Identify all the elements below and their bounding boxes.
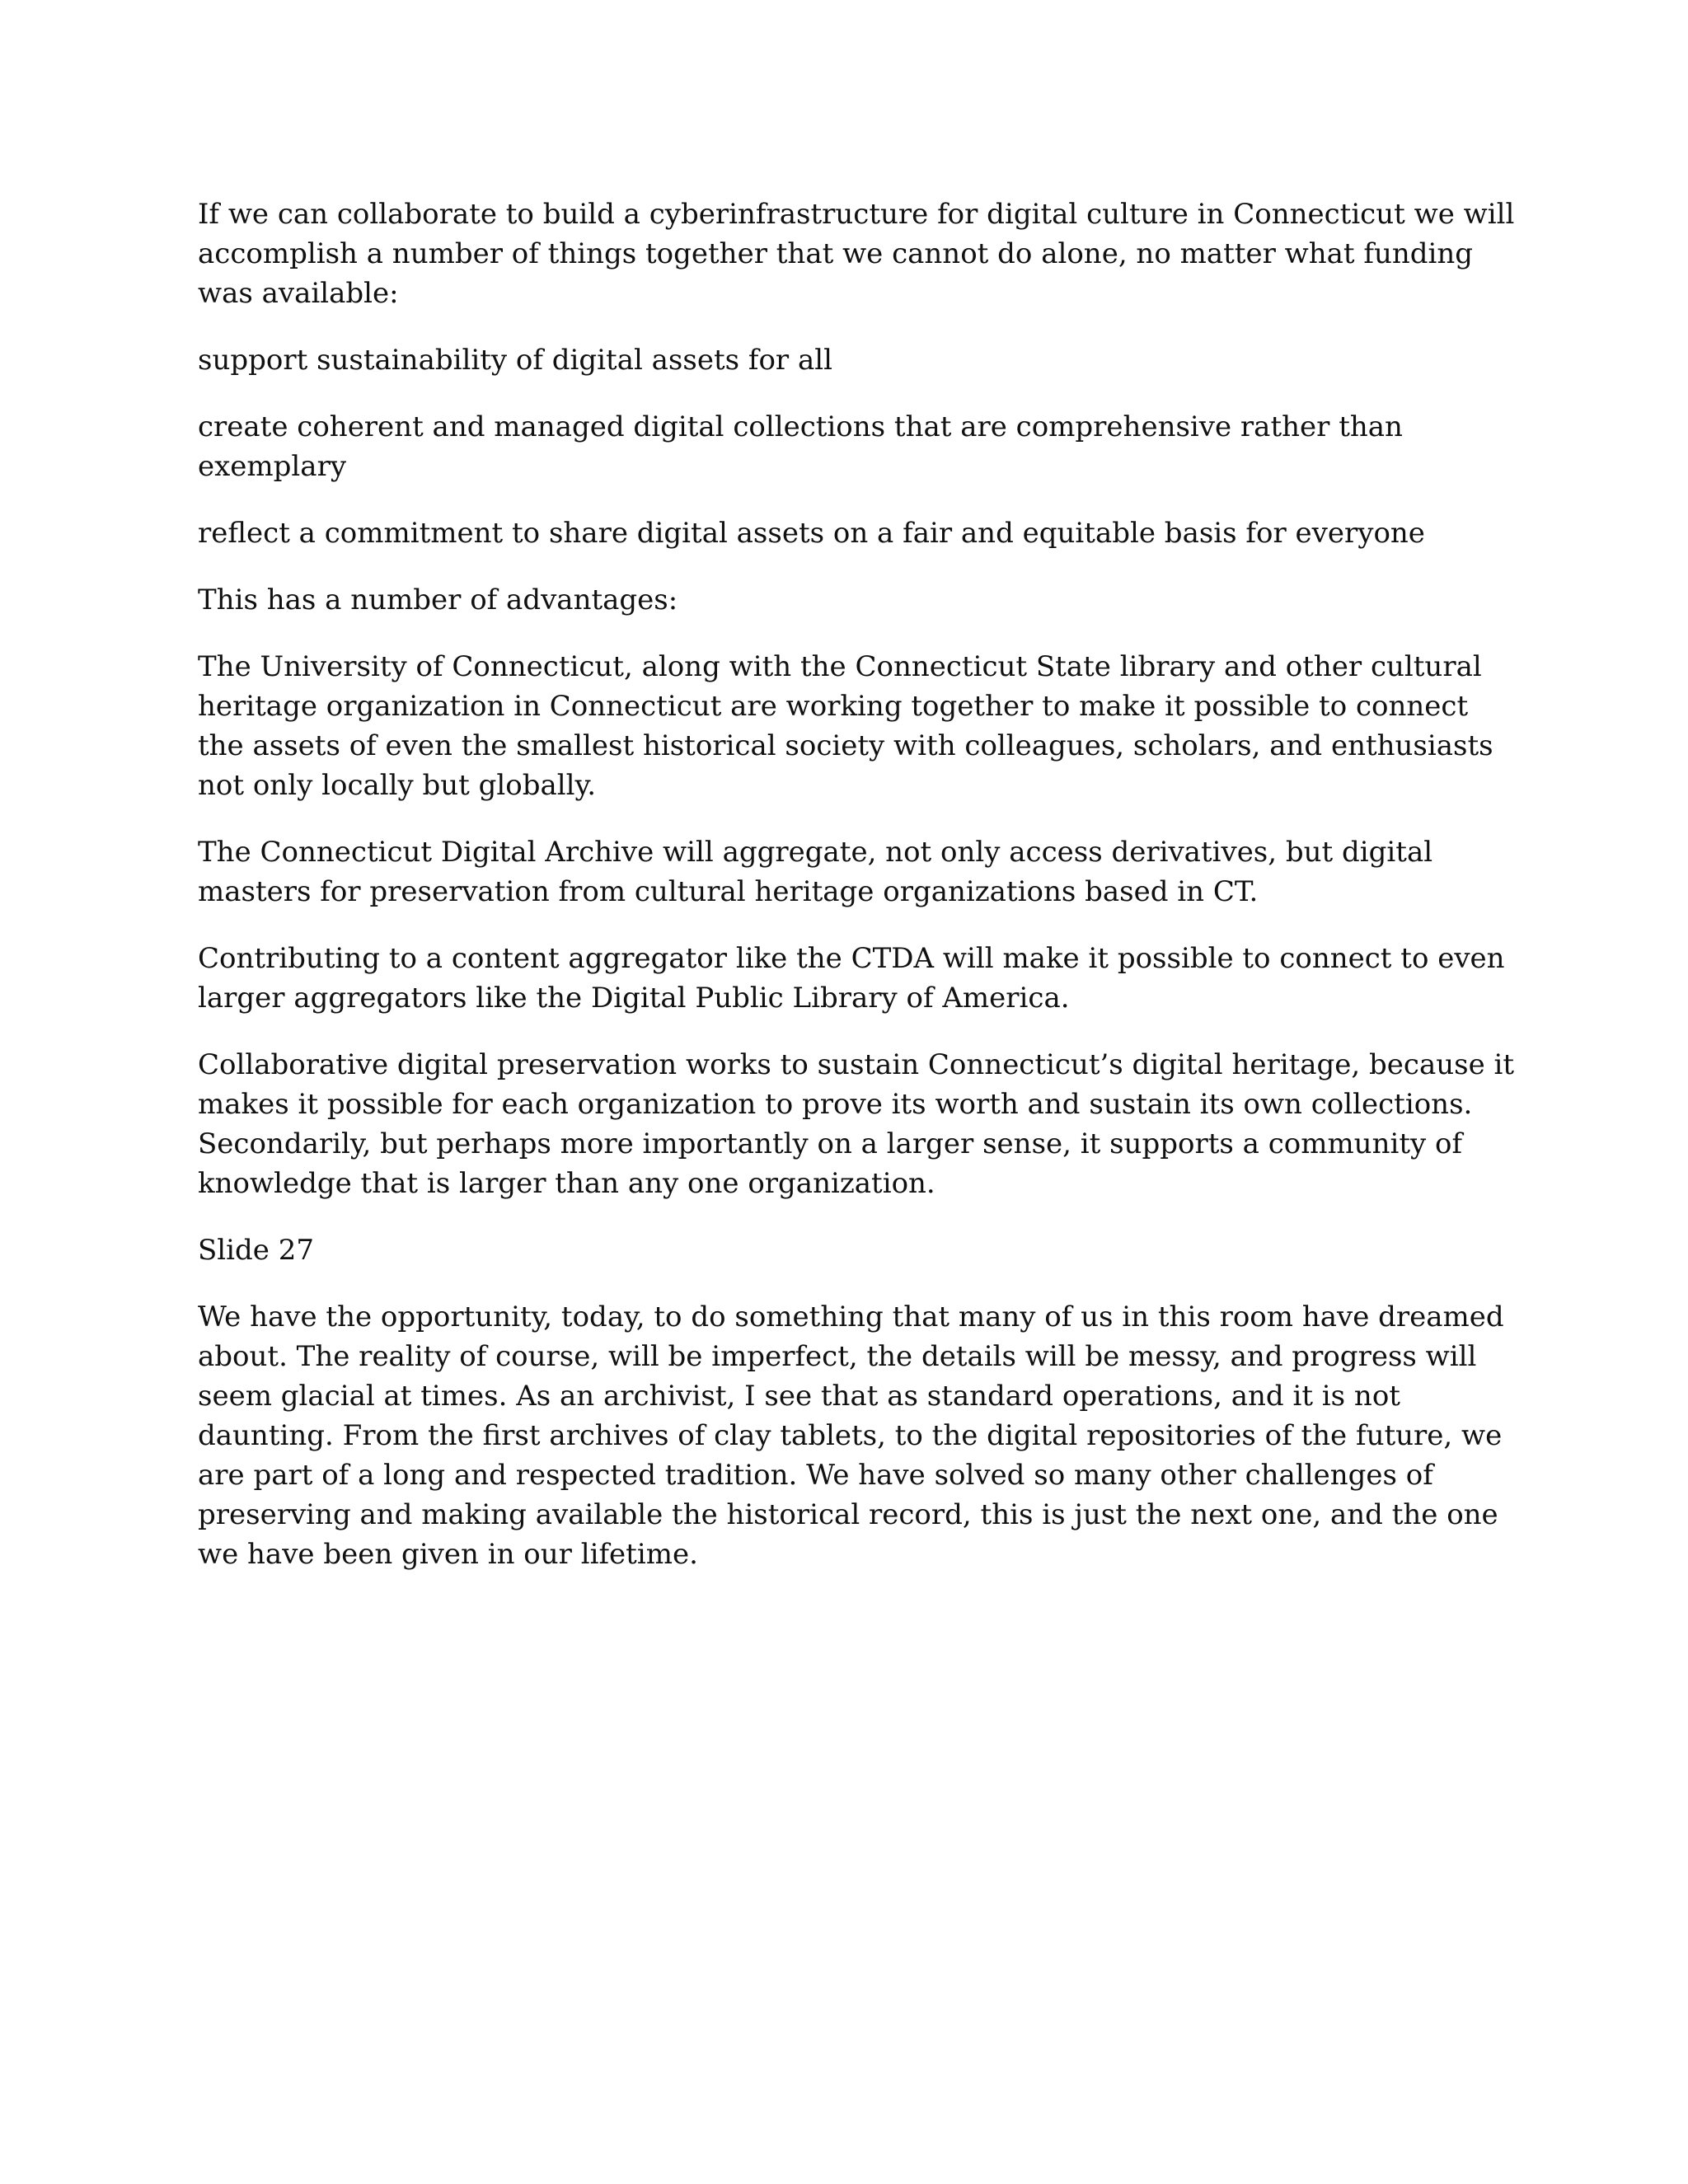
paragraph-goal-sharing: reflect a commitment to share digital assets on a fair and equitable basis for everyone [198, 517, 1425, 550]
paragraph-uconn: The University of Connecticut, along with the Connecticut State library and other cultural heritage organization in Connecticut are working together to make it possible to connect the assets of even the smallest historical society with colleagues, scholars, and enthusiasts not only locally but globally. [198, 650, 1493, 802]
paragraph-collaborative-preservation: Collaborative digital preservation works to sustain Connecticut’s digital heritage, because it makes it possible for each organization to prove its worth and sustain its own collections. Secondarily, but perhaps more importantly on a larger sense, it supports a community of knowledge that is larger than any one organization. [198, 1048, 1515, 1200]
paragraph-goal-sustainability: support sustainability of digital assets for all [198, 344, 832, 377]
paragraph-opportunity: We have the opportunity, today, to do something that many of us in this room have dreamed about. The reality of course, will be imperfect, the details will be messy, and progress will seem glacial at times. As an archivist, I see that as standard operations, and it is not daunting. From the first archives of clay tablets, to the digital repositories of the future, we are part of a long and respected tradition. We have solved so many other challenges of preserving and making available the historical record, this is just the next one, and the one we have been given in our lifetime. [198, 1301, 1504, 1571]
paragraph-dpla: Contributing to a content aggregator like the CTDA will make it possible to connect to even larger aggregators like the Digital Public Library of America. [198, 942, 1505, 1015]
document-body [198, 194, 1517, 1601]
slide-marker: Slide 27 [198, 1234, 314, 1267]
paragraph-advantages-heading: This has a number of advantages: [198, 583, 678, 616]
paragraph-ctda-aggregate: The Connecticut Digital Archive will aggregate, not only access derivatives, but digital masters for preservation from cultural heritage organizations based in CT. [198, 836, 1433, 908]
paragraph-intro: If we can collaborate to build a cyberinfrastructure for digital culture in Connecticut we will accomplish a number of things together that we cannot do alone, no matter what funding was available: [198, 198, 1515, 310]
paragraph-goal-collections: create coherent and managed digital collections that are comprehensive rather than exemplary [198, 410, 1403, 483]
